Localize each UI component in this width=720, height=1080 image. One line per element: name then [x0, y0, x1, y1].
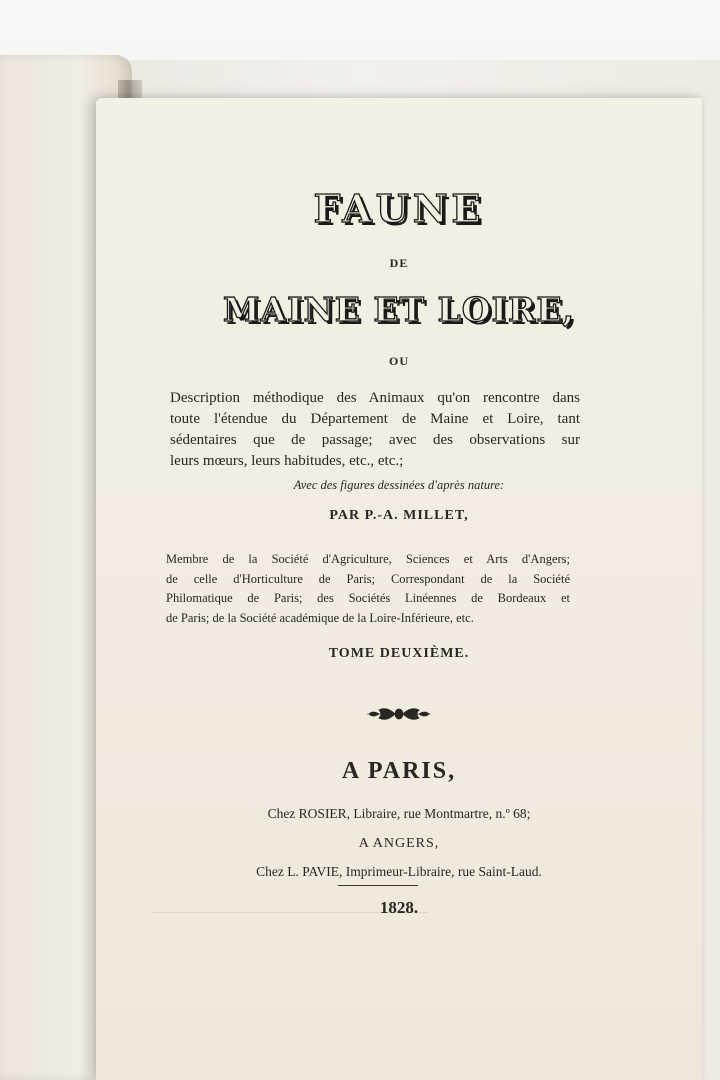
author-credentials	[166, 550, 570, 628]
title-connector-de: DE	[389, 256, 409, 270]
credentials-line: Membre de la Société d'Agriculture, Sciences et Arts d'Angers;	[166, 552, 570, 566]
city-angers: A ANGERS,	[358, 836, 440, 851]
description-line: leurs mœurs, leurs habitudes, etc., etc.;	[170, 453, 404, 469]
city-paris: A PARIS,	[341, 758, 457, 784]
show-through-text	[156, 928, 486, 944]
ornament-icon	[367, 704, 431, 724]
author-line: PAR P.-A. MILLET,	[329, 508, 469, 523]
subtitle-description	[170, 388, 580, 472]
description-line: toute l'étendue du Département de Maine et Loire, tant	[170, 411, 580, 427]
publisher-angers: Chez L. PAVIE, Imprimeur-Libraire, rue Saint-Laud.	[256, 864, 542, 879]
publication-year: 1828.	[379, 898, 419, 917]
region-title: MAINE ET LOIRE,	[222, 290, 576, 329]
credentials-line: de celle d'Horticulture de Paris; Correspondant de la Société	[166, 571, 570, 586]
title-page	[96, 98, 702, 1080]
credentials-line: Philomatique de Paris; des Sociétés Linéennes de Bordeaux et	[166, 591, 570, 605]
show-through-rule	[152, 912, 428, 913]
description-line: Description méthodique des Animaux qu'on rencontre dans	[170, 390, 580, 406]
divider-rule	[338, 885, 418, 886]
credentials-line: de Paris; de la Société académique de la Loire-Inférieure, etc.	[166, 610, 474, 625]
title-connector-ou: OU	[389, 354, 409, 368]
description-line: sédentaires que de passage; avec des observations sur	[170, 432, 580, 448]
printer-ornament	[96, 704, 702, 726]
volume-label: TOME DEUXIÈME.	[328, 646, 470, 661]
figures-note: Avec des figures dessinées d'après nature:	[293, 478, 505, 492]
publisher-paris: Chez ROSIER, Libraire, rue Montmartre, n.º 68;	[267, 806, 531, 821]
book-title: FAUNE	[313, 186, 485, 231]
